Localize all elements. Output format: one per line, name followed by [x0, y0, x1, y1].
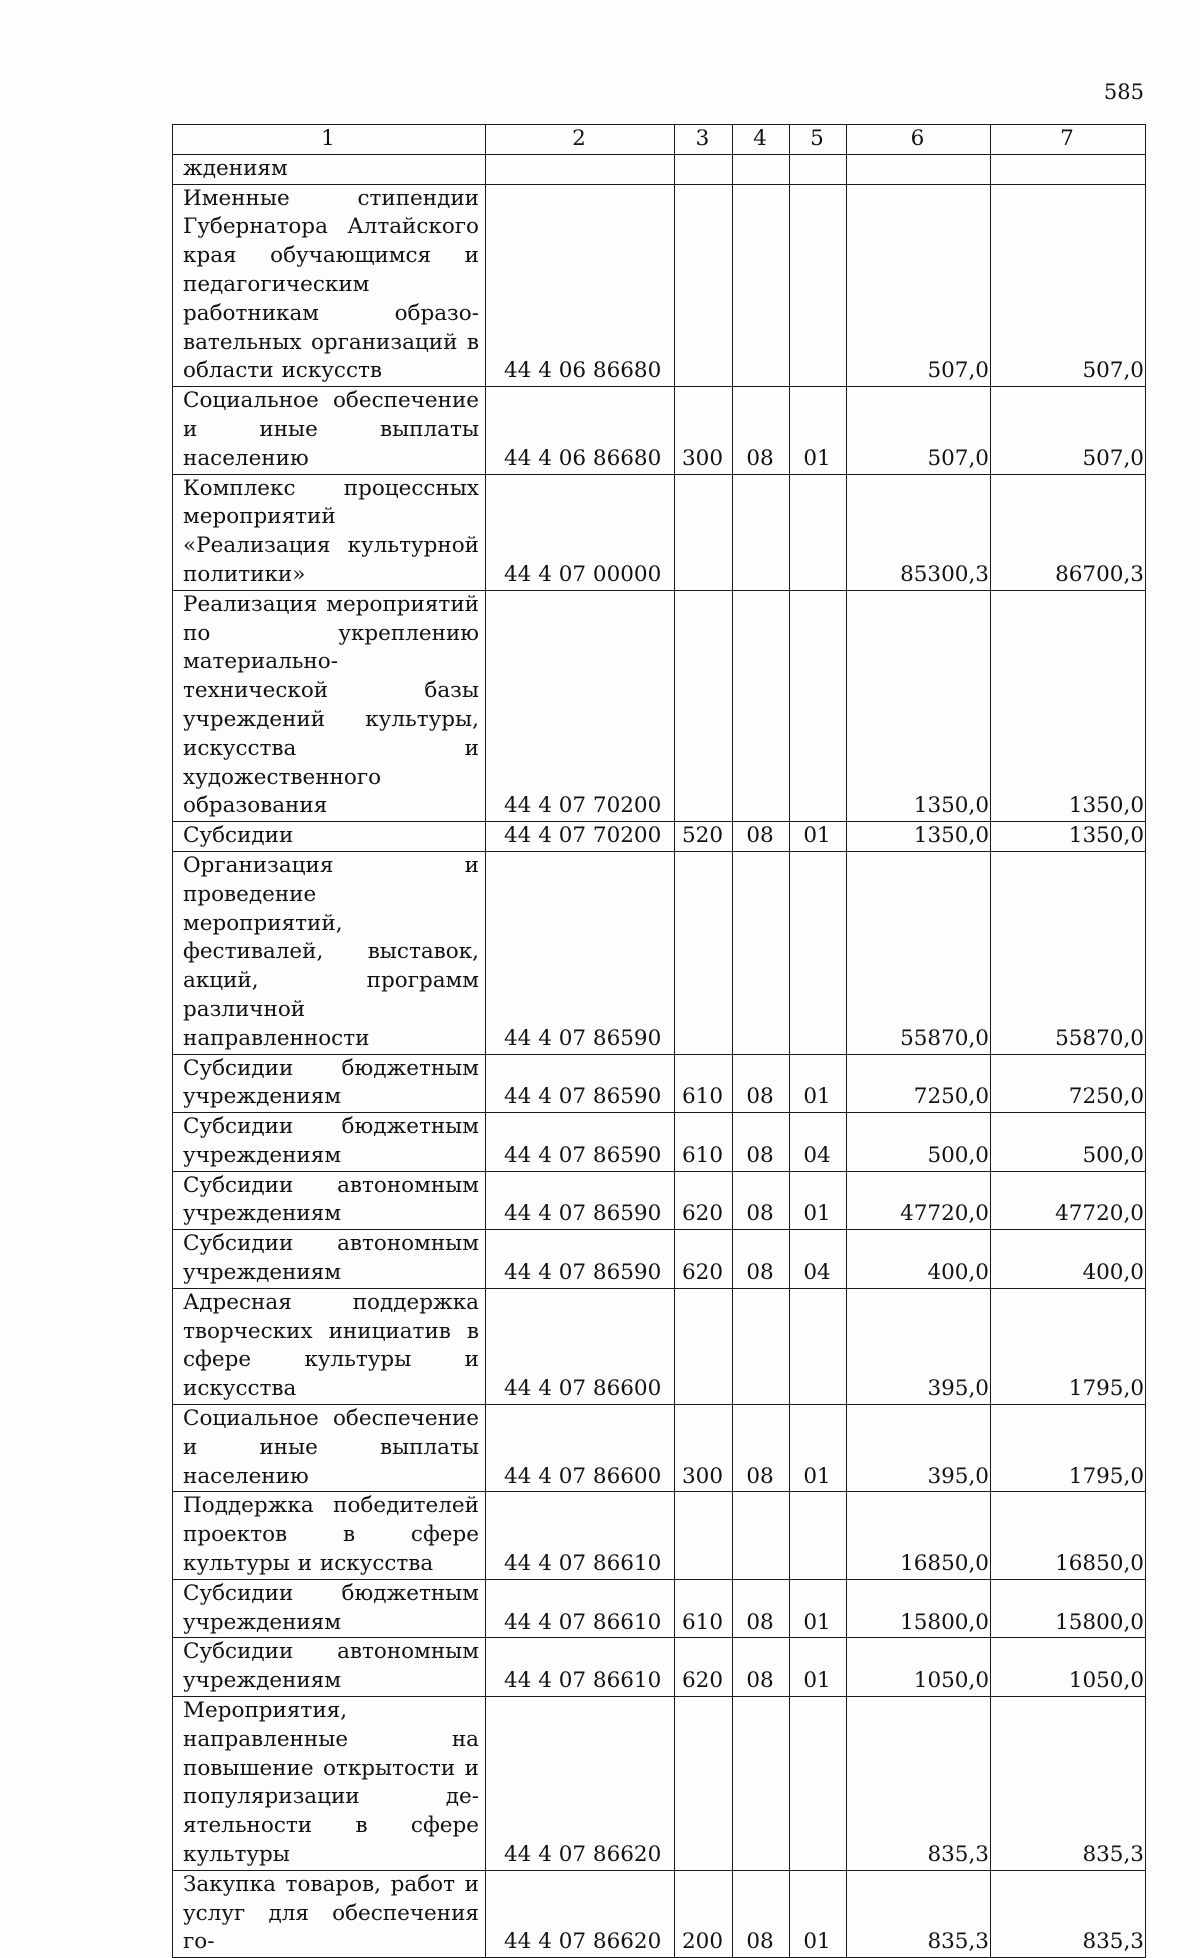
expense-type-cell: 300	[675, 1405, 733, 1492]
amount-col6-cell: 55870,0	[847, 851, 991, 1054]
expense-type-cell: 200	[675, 1870, 733, 1957]
expense-type-cell: 620	[675, 1638, 733, 1697]
section-cell: 08	[733, 1230, 790, 1289]
target-code-cell: 44 4 07 86620	[486, 1697, 675, 1871]
subsection-cell: 01	[790, 1054, 847, 1113]
column-header: 3	[675, 125, 733, 155]
amount-col6-cell: 47720,0	[847, 1171, 991, 1230]
expense-type-cell	[675, 184, 733, 387]
amount-col6-cell: 15800,0	[847, 1579, 991, 1638]
subsection-cell: 04	[790, 1230, 847, 1289]
target-code-cell: 44 4 07 86590	[486, 851, 675, 1054]
target-code-cell: 44 4 07 86590	[486, 1171, 675, 1230]
amount-col6-cell: 835,3	[847, 1870, 991, 1957]
item-name-cell: Комплекс процессных мероприятий «Реализация культурной политики»	[173, 474, 486, 590]
expense-type-cell: 610	[675, 1054, 733, 1113]
target-code-cell: 44 4 07 70200	[486, 822, 675, 852]
subsection-cell: 01	[790, 1579, 847, 1638]
table-row	[173, 154, 1146, 184]
expense-type-cell	[675, 1288, 733, 1404]
expense-type-cell	[675, 154, 733, 184]
table-row	[173, 1638, 1146, 1697]
expense-type-cell: 620	[675, 1230, 733, 1289]
amount-col7-cell: 835,3	[991, 1870, 1146, 1957]
target-code-cell: 44 4 07 86610	[486, 1638, 675, 1697]
amount-col6-cell: 507,0	[847, 184, 991, 387]
item-name-cell: Субсидии автономным учреждениям	[173, 1230, 486, 1289]
table-row	[173, 474, 1146, 590]
amount-col7-cell: 507,0	[991, 184, 1146, 387]
amount-col6-cell: 507,0	[847, 387, 991, 474]
section-cell: 08	[733, 1113, 790, 1172]
table-row	[173, 1171, 1146, 1230]
budget-table	[172, 124, 1146, 1958]
subsection-cell: 01	[790, 1870, 847, 1957]
amount-col7-cell: 1350,0	[991, 822, 1146, 852]
subsection-cell	[790, 474, 847, 590]
column-header: 5	[790, 125, 847, 155]
subsection-cell: 01	[790, 1171, 847, 1230]
expense-type-cell	[675, 1697, 733, 1871]
amount-col6-cell: 1350,0	[847, 590, 991, 821]
item-name-cell: Мероприятия, направленные на повышение открытости и популяризации деятельности в сфере культуры	[173, 1697, 486, 1871]
expense-type-cell	[675, 851, 733, 1054]
table-row	[173, 1230, 1146, 1289]
subsection-cell: 01	[790, 1405, 847, 1492]
amount-col7-cell: 500,0	[991, 1113, 1146, 1172]
section-cell	[733, 851, 790, 1054]
item-name-cell: Реализация мероприятий по укреплению материально-технической базы учреждений культуры, искусства и художественного образования	[173, 590, 486, 821]
table-row	[173, 1113, 1146, 1172]
item-name-cell: ждениям	[173, 154, 486, 184]
column-header: 1	[173, 125, 486, 155]
table-row	[173, 1697, 1146, 1871]
amount-col7-cell: 55870,0	[991, 851, 1146, 1054]
target-code-cell: 44 4 07 86600	[486, 1405, 675, 1492]
expense-type-cell: 300	[675, 387, 733, 474]
column-header: 7	[991, 125, 1146, 155]
item-name-cell: Субсидии бюджетным учреждениям	[173, 1579, 486, 1638]
item-name-cell: Субсидии автономным учреждениям	[173, 1638, 486, 1697]
amount-col7-cell: 400,0	[991, 1230, 1146, 1289]
section-cell: 08	[733, 387, 790, 474]
header-row	[173, 125, 1146, 155]
section-cell	[733, 590, 790, 821]
table-row	[173, 851, 1146, 1054]
target-code-cell: 44 4 07 70200	[486, 590, 675, 821]
column-header: 2	[486, 125, 675, 155]
section-cell	[733, 1288, 790, 1404]
amount-col6-cell: 395,0	[847, 1288, 991, 1404]
section-cell: 08	[733, 1171, 790, 1230]
subsection-cell: 01	[790, 822, 847, 852]
section-cell	[733, 1697, 790, 1871]
section-cell: 08	[733, 1638, 790, 1697]
item-name-cell: Субсидии	[173, 822, 486, 852]
section-cell	[733, 1492, 790, 1579]
table-row	[173, 184, 1146, 387]
page-number: 585	[1103, 80, 1144, 104]
amount-col7-cell: 16850,0	[991, 1492, 1146, 1579]
amount-col7-cell: 507,0	[991, 387, 1146, 474]
table-row	[173, 1492, 1146, 1579]
item-name-cell: Субсидии автономным учреждениям	[173, 1171, 486, 1230]
amount-col7-cell: 86700,3	[991, 474, 1146, 590]
expense-type-cell: 610	[675, 1113, 733, 1172]
subsection-cell	[790, 1492, 847, 1579]
amount-col7-cell: 7250,0	[991, 1054, 1146, 1113]
section-cell	[733, 154, 790, 184]
amount-col7-cell: 1050,0	[991, 1638, 1146, 1697]
expense-type-cell: 610	[675, 1579, 733, 1638]
table-body	[173, 154, 1146, 1957]
target-code-cell: 44 4 07 86590	[486, 1054, 675, 1113]
amount-col7-cell: 1350,0	[991, 590, 1146, 821]
section-cell: 08	[733, 1405, 790, 1492]
table-row	[173, 1579, 1146, 1638]
table-row	[173, 387, 1146, 474]
amount-col7-cell: 47720,0	[991, 1171, 1146, 1230]
item-name-cell: Организация и проведение мероприятий, фестивалей, выставок, акций, программ различной направленности	[173, 851, 486, 1054]
amount-col6-cell: 1050,0	[847, 1638, 991, 1697]
expense-type-cell: 620	[675, 1171, 733, 1230]
amount-col7-cell: 835,3	[991, 1697, 1146, 1871]
amount-col6-cell: 85300,3	[847, 474, 991, 590]
table-row	[173, 590, 1146, 821]
amount-col6-cell: 400,0	[847, 1230, 991, 1289]
section-cell: 08	[733, 1579, 790, 1638]
subsection-cell	[790, 590, 847, 821]
amount-col7-cell: 1795,0	[991, 1405, 1146, 1492]
amount-col6-cell: 7250,0	[847, 1054, 991, 1113]
item-name-cell: Именные стипендии Губернатора Алтайского края обучающимся и педагогическим работникам образовательных организаций в области искусств	[173, 184, 486, 387]
amount-col7-cell: 15800,0	[991, 1579, 1146, 1638]
amount-col6-cell: 1350,0	[847, 822, 991, 852]
amount-col6-cell: 835,3	[847, 1697, 991, 1871]
amount-col6-cell: 500,0	[847, 1113, 991, 1172]
section-cell: 08	[733, 1870, 790, 1957]
target-code-cell: 44 4 07 86590	[486, 1113, 675, 1172]
amount-col6-cell	[847, 154, 991, 184]
expense-type-cell	[675, 590, 733, 821]
table-row	[173, 822, 1146, 852]
target-code-cell: 44 4 07 86610	[486, 1579, 675, 1638]
table-row	[173, 1405, 1146, 1492]
subsection-cell	[790, 1697, 847, 1871]
item-name-cell: Закупка товаров, работ и услуг для обеспечения го-	[173, 1870, 486, 1957]
item-name-cell: Поддержка победителей проектов в сфере культуры и искусства	[173, 1492, 486, 1579]
expense-type-cell	[675, 1492, 733, 1579]
section-cell	[733, 184, 790, 387]
item-name-cell: Субсидии бюджетным учреждениям	[173, 1054, 486, 1113]
target-code-cell	[486, 154, 675, 184]
section-cell: 08	[733, 822, 790, 852]
target-code-cell: 44 4 07 86610	[486, 1492, 675, 1579]
subsection-cell	[790, 851, 847, 1054]
table-row	[173, 1054, 1146, 1113]
target-code-cell: 44 4 06 86680	[486, 387, 675, 474]
item-name-cell: Адресная поддержка творческих инициатив в сфере культуры и искусства	[173, 1288, 486, 1404]
target-code-cell: 44 4 07 00000	[486, 474, 675, 590]
subsection-cell	[790, 1288, 847, 1404]
target-code-cell: 44 4 07 86600	[486, 1288, 675, 1404]
section-cell	[733, 474, 790, 590]
target-code-cell: 44 4 07 86620	[486, 1870, 675, 1957]
subsection-cell	[790, 154, 847, 184]
item-name-cell: Социальное обеспечение и иные выплаты населению	[173, 387, 486, 474]
column-header: 6	[847, 125, 991, 155]
subsection-cell: 01	[790, 387, 847, 474]
amount-col6-cell: 395,0	[847, 1405, 991, 1492]
subsection-cell: 04	[790, 1113, 847, 1172]
subsection-cell: 01	[790, 1638, 847, 1697]
section-cell: 08	[733, 1054, 790, 1113]
amount-col7-cell: 1795,0	[991, 1288, 1146, 1404]
amount-col6-cell: 16850,0	[847, 1492, 991, 1579]
target-code-cell: 44 4 06 86680	[486, 184, 675, 387]
item-name-cell: Социальное обеспечение и иные выплаты населению	[173, 1405, 486, 1492]
expense-type-cell: 520	[675, 822, 733, 852]
column-header: 4	[733, 125, 790, 155]
table-row	[173, 1288, 1146, 1404]
subsection-cell	[790, 184, 847, 387]
expense-type-cell	[675, 474, 733, 590]
amount-col7-cell	[991, 154, 1146, 184]
table-row	[173, 1870, 1146, 1957]
item-name-cell: Субсидии бюджетным учреждениям	[173, 1113, 486, 1172]
target-code-cell: 44 4 07 86590	[486, 1230, 675, 1289]
